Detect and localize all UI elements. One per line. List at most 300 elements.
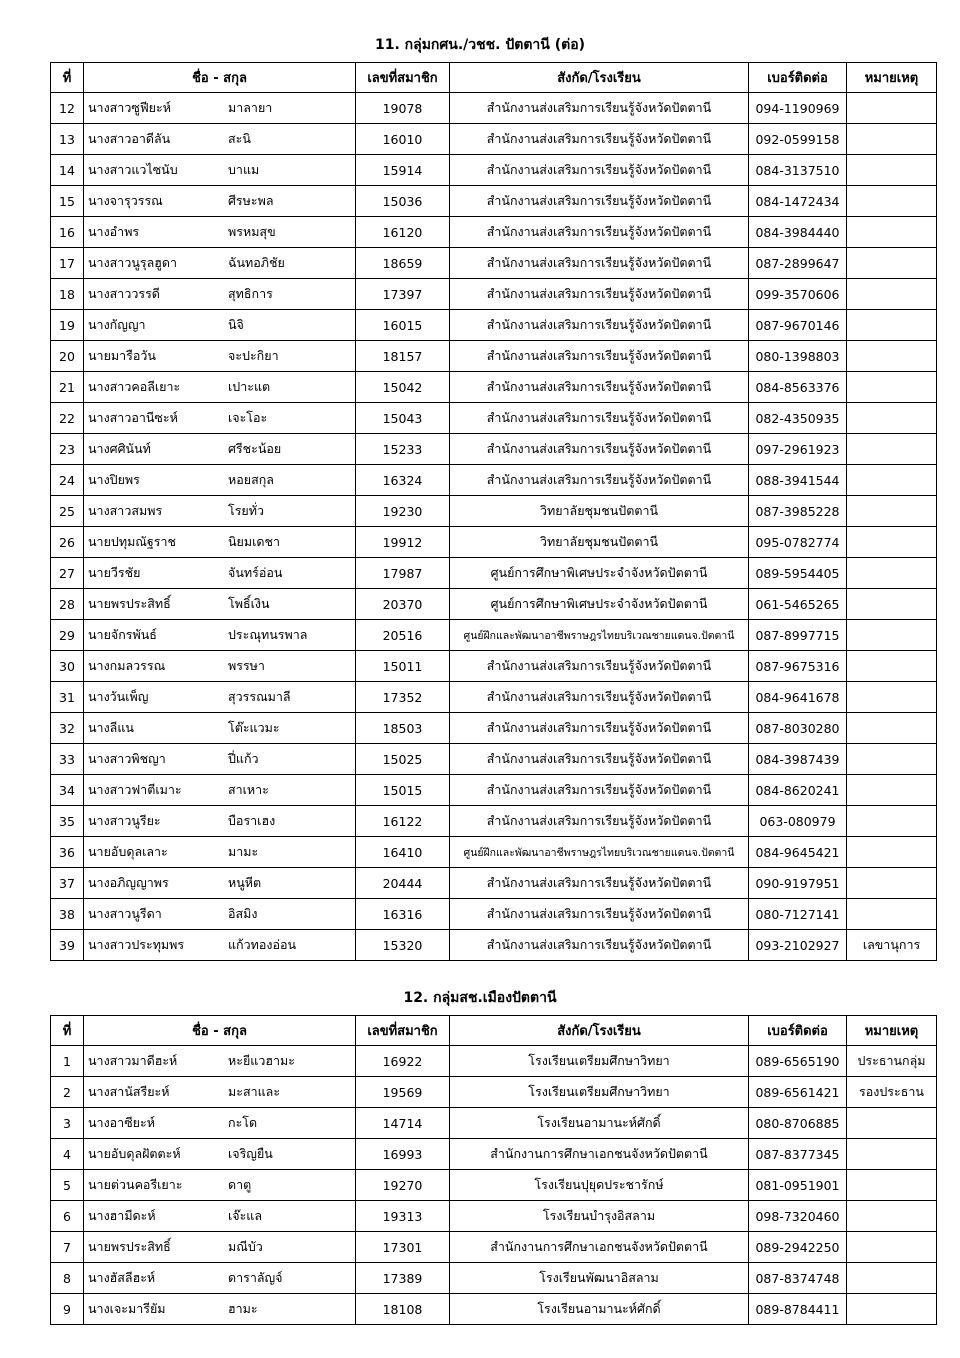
member-name (84, 434, 356, 465)
phone-number: 098-7320460 (749, 1201, 847, 1232)
affiliation: สำนักงานส่งเสริมการเรียนรู้จังหวัดปัตตานี (450, 682, 749, 713)
member-name (84, 806, 356, 837)
phone-number: 089-6561421 (749, 1077, 847, 1108)
row-number: 9 (51, 1294, 84, 1325)
header-name: ชื่อ - สกุล (84, 1016, 356, 1046)
table-row (51, 1201, 937, 1232)
last-name: สาเหาะ (228, 782, 269, 797)
last-name: สุทธิการ (228, 286, 273, 301)
last-name: เปาะแต (228, 379, 271, 394)
member-name (84, 930, 356, 961)
table-row (51, 899, 937, 930)
table-row (51, 713, 937, 744)
member-name (84, 279, 356, 310)
member-id: 16015 (356, 310, 450, 341)
affiliation: สำนักงานส่งเสริมการเรียนรู้จังหวัดปัตตานี (450, 899, 749, 930)
phone-number: 087-9670146 (749, 310, 847, 341)
member-id: 18659 (356, 248, 450, 279)
first-name: นางสาวนูรีดา (88, 906, 162, 921)
affiliation: สำนักงานส่งเสริมการเรียนรู้จังหวัดปัตตานี (450, 744, 749, 775)
last-name: หะยีแวฮามะ (228, 1053, 295, 1068)
first-name: นางจารุวรรณ (88, 193, 163, 208)
note (847, 651, 937, 682)
member-id: 16993 (356, 1139, 450, 1170)
row-number: 36 (51, 837, 84, 868)
note (847, 899, 937, 930)
first-name: นางกัญญา (88, 317, 146, 332)
first-name: นางเจะมารียัม (88, 1301, 166, 1316)
member-id: 16324 (356, 465, 450, 496)
last-name: ประณุทนรพาล (228, 627, 308, 642)
phone-number: 080-7127141 (749, 899, 847, 930)
phone-number: 089-6565190 (749, 1046, 847, 1077)
member-name (84, 868, 356, 899)
note: ประธานกลุ่ม (847, 1046, 937, 1077)
member-name (84, 713, 356, 744)
member-name (84, 1077, 356, 1108)
note (847, 310, 937, 341)
note (847, 806, 937, 837)
section-12-title: 12. กลุ่มสช.เมืองปัตตานี (403, 990, 557, 1006)
note (847, 217, 937, 248)
affiliation: วิทยาลัยชุมชนปัตตานี (450, 496, 749, 527)
table-header-row (51, 1016, 937, 1046)
member-id: 15011 (356, 651, 450, 682)
member-id: 20370 (356, 589, 450, 620)
table-row (51, 682, 937, 713)
member-id: 18503 (356, 713, 450, 744)
last-name: ดาตู (228, 1177, 252, 1192)
note (847, 1232, 937, 1263)
first-name: นางสาววรรดี (88, 286, 160, 301)
row-number: 22 (51, 403, 84, 434)
member-id: 17301 (356, 1232, 450, 1263)
note (847, 124, 937, 155)
member-name (84, 744, 356, 775)
member-name (84, 1139, 356, 1170)
note (847, 434, 937, 465)
affiliation: ศูนย์ฝึกและพัฒนาอาชีพราษฎรไทยบริเวณชายแดนจ.ปัตตานี (450, 837, 749, 868)
first-name: นางสาวฟาตีเมาะ (88, 782, 182, 797)
phone-number: 095-0782774 (749, 527, 847, 558)
member-name (84, 651, 356, 682)
member-id: 14714 (356, 1108, 450, 1139)
row-number: 17 (51, 248, 84, 279)
member-id: 17389 (356, 1263, 450, 1294)
member-name (84, 217, 356, 248)
member-name (84, 372, 356, 403)
affiliation: สำนักงานส่งเสริมการเรียนรู้จังหวัดปัตตานี (450, 372, 749, 403)
first-name: นายต่วนคอรีเยาะ (88, 1177, 183, 1192)
member-id: 15233 (356, 434, 450, 465)
last-name: สุวรรณมาลี (228, 689, 291, 704)
phone-number: 087-3985228 (749, 496, 847, 527)
last-name: เจะโอะ (228, 410, 268, 425)
phone-number: 087-8374748 (749, 1263, 847, 1294)
table-row (51, 1294, 937, 1325)
member-id: 16316 (356, 899, 450, 930)
phone-number: 087-8030280 (749, 713, 847, 744)
table-row (51, 496, 937, 527)
affiliation: สำนักงานส่งเสริมการเรียนรู้จังหวัดปัตตานี (450, 713, 749, 744)
affiliation: ศูนย์การศึกษาพิเศษประจำจังหวัดปัตตานี (450, 558, 749, 589)
last-name: บาแม (228, 162, 260, 177)
row-number: 2 (51, 1077, 84, 1108)
table-row (51, 930, 937, 961)
row-number: 26 (51, 527, 84, 558)
last-name: พรหมสุข (228, 224, 276, 239)
table-row (51, 403, 937, 434)
table-row (51, 372, 937, 403)
table-row (51, 558, 937, 589)
last-name: สะนิ (228, 131, 251, 146)
first-name: นางสานัสรียะห์ (88, 1084, 170, 1099)
table-row (51, 1232, 937, 1263)
first-name: นางวันเพ็ญ (88, 689, 149, 704)
note (847, 589, 937, 620)
row-number: 16 (51, 217, 84, 248)
first-name: นางสาวซูฟียะห์ (88, 100, 171, 115)
member-id: 16922 (356, 1046, 450, 1077)
table-row (51, 465, 937, 496)
note (847, 403, 937, 434)
table-row (51, 1046, 937, 1077)
last-name: จันทร์อ่อน (228, 565, 283, 580)
first-name: นางสาวนูรียะ (88, 813, 161, 828)
last-name: ดาราลัญจ์ (228, 1270, 283, 1285)
last-name: หอยสกุล (228, 472, 274, 487)
row-number: 30 (51, 651, 84, 682)
member-name (84, 620, 356, 651)
first-name: นางฮัสลีฮะห์ (88, 1270, 156, 1285)
member-id: 15914 (356, 155, 450, 186)
header-member-id: เลขที่สมาชิก (356, 1016, 450, 1046)
phone-number: 099-3570606 (749, 279, 847, 310)
affiliation: โรงเรียนบำรุงอิสลาม (450, 1201, 749, 1232)
affiliation: สำนักงานส่งเสริมการเรียนรู้จังหวัดปัตตานี (450, 217, 749, 248)
member-name (84, 527, 356, 558)
last-name: กะโด (228, 1115, 258, 1130)
first-name: นางลีแน (88, 720, 134, 735)
table-row (51, 434, 937, 465)
phone-number: 087-9675316 (749, 651, 847, 682)
last-name: โต๊ะแวมะ (228, 720, 280, 735)
table-row (51, 651, 937, 682)
first-name: นางกมลวรรณ (88, 658, 166, 673)
header-note: หมายเหตุ (847, 1016, 937, 1046)
member-id: 19912 (356, 527, 450, 558)
member-name (84, 837, 356, 868)
row-number: 24 (51, 465, 84, 496)
member-name (84, 496, 356, 527)
last-name: แก้วทองอ่อน (228, 937, 297, 952)
affiliation: โรงเรียนพัฒนาอิสลาม (450, 1263, 749, 1294)
last-name: ฉันทอภิชัย (228, 255, 285, 270)
member-id: 15036 (356, 186, 450, 217)
row-number: 38 (51, 899, 84, 930)
member-name (84, 1232, 356, 1263)
affiliation: สำนักงานส่งเสริมการเรียนรู้จังหวัดปัตตานี (450, 248, 749, 279)
affiliation: สำนักงานส่งเสริมการเรียนรู้จังหวัดปัตตานี (450, 155, 749, 186)
last-name: หนูหีต (228, 875, 262, 890)
row-number: 1 (51, 1046, 84, 1077)
note (847, 837, 937, 868)
note (847, 155, 937, 186)
note (847, 279, 937, 310)
table-row (51, 279, 937, 310)
member-name (84, 1263, 356, 1294)
row-number: 39 (51, 930, 84, 961)
first-name: นางปิยพร (88, 472, 140, 487)
note (847, 713, 937, 744)
first-name: นางอภิญญาพร (88, 875, 169, 890)
row-number: 14 (51, 155, 84, 186)
last-name: นิยมเดชา (228, 534, 281, 549)
phone-number: 084-9641678 (749, 682, 847, 713)
affiliation: สำนักงานส่งเสริมการเรียนรู้จังหวัดปัตตานี (450, 434, 749, 465)
phone-number: 089-8784411 (749, 1294, 847, 1325)
member-id: 20516 (356, 620, 450, 651)
first-name: นายพรประสิทธิ์ (88, 596, 171, 611)
first-name: นางสาวมาดีฮะห์ (88, 1053, 178, 1068)
phone-number: 084-1472434 (749, 186, 847, 217)
member-id: 15042 (356, 372, 450, 403)
affiliation: สำนักงานส่งเสริมการเรียนรู้จังหวัดปัตตานี (450, 341, 749, 372)
row-number: 20 (51, 341, 84, 372)
note (847, 620, 937, 651)
note (847, 558, 937, 589)
phone-number: 081-0951901 (749, 1170, 847, 1201)
member-id: 17352 (356, 682, 450, 713)
row-number: 13 (51, 124, 84, 155)
first-name: นางสาวสมพร (88, 503, 163, 518)
last-name: โพธิ์เงิน (228, 596, 270, 611)
row-number: 35 (51, 806, 84, 837)
member-name (84, 775, 356, 806)
phone-number: 061-5465265 (749, 589, 847, 620)
header-phone: เบอร์ติดต่อ (749, 63, 847, 93)
header-member-id: เลขที่สมาชิก (356, 63, 450, 93)
member-id: 18157 (356, 341, 450, 372)
phone-number: 093-2102927 (749, 930, 847, 961)
header-affiliation: สังกัด/โรงเรียน (450, 1016, 749, 1046)
last-name: มะสาและ (228, 1084, 281, 1099)
row-number: 29 (51, 620, 84, 651)
header-note: หมายเหตุ (847, 63, 937, 93)
table-row (51, 93, 937, 124)
member-name (84, 1046, 356, 1077)
phone-number: 084-3984440 (749, 217, 847, 248)
first-name: นายพรประสิทธิ์ (88, 1239, 171, 1254)
row-number: 4 (51, 1139, 84, 1170)
note (847, 744, 937, 775)
note: รองประธาน (847, 1077, 937, 1108)
last-name: มามะ (228, 844, 259, 859)
affiliation: สำนักงานส่งเสริมการเรียนรู้จังหวัดปัตตานี (450, 775, 749, 806)
member-id: 19270 (356, 1170, 450, 1201)
row-number: 31 (51, 682, 84, 713)
note (847, 1294, 937, 1325)
table-row (51, 1077, 937, 1108)
first-name: นางสาวแวไซนับ (88, 162, 178, 177)
member-id: 18108 (356, 1294, 450, 1325)
affiliation: สำนักงานส่งเสริมการเรียนรู้จังหวัดปัตตานี (450, 403, 749, 434)
member-name (84, 589, 356, 620)
first-name: นายมารือวัน (88, 348, 156, 363)
phone-number: 087-8377345 (749, 1139, 847, 1170)
member-id: 16120 (356, 217, 450, 248)
affiliation: โรงเรียนอามานะห์ศักดิ์ (450, 1108, 749, 1139)
table-row (51, 868, 937, 899)
member-name (84, 899, 356, 930)
table-row (51, 620, 937, 651)
note (847, 1170, 937, 1201)
note (847, 1263, 937, 1294)
member-name (84, 403, 356, 434)
member-name (84, 1294, 356, 1325)
member-name (84, 558, 356, 589)
member-name (84, 1170, 356, 1201)
table-row (51, 744, 937, 775)
row-number: 15 (51, 186, 84, 217)
first-name: นางสาวประทุมพร (88, 937, 185, 952)
affiliation: โรงเรียนเตรียมศึกษาวิทยา (450, 1046, 749, 1077)
affiliation: สำนักงานส่งเสริมการเรียนรู้จังหวัดปัตตานี (450, 868, 749, 899)
phone-number: 097-2961923 (749, 434, 847, 465)
member-name (84, 465, 356, 496)
last-name: มาลายา (228, 100, 273, 115)
phone-number: 082-4350935 (749, 403, 847, 434)
affiliation: สำนักงานการศึกษาเอกชนจังหวัดปัตตานี (450, 1232, 749, 1263)
member-id: 15025 (356, 744, 450, 775)
member-name (84, 682, 356, 713)
last-name: จะปะกิยา (228, 348, 279, 363)
table-row (51, 589, 937, 620)
last-name: เจ๊ะแล (228, 1208, 263, 1223)
first-name: นางสาวพิชญา (88, 751, 166, 766)
affiliation: สำนักงานส่งเสริมการเรียนรู้จังหวัดปัตตานี (450, 279, 749, 310)
phone-number: 084-8620241 (749, 775, 847, 806)
affiliation: สำนักงานการศึกษาเอกชนจังหวัดปัตตานี (450, 1139, 749, 1170)
member-id: 16122 (356, 806, 450, 837)
note (847, 868, 937, 899)
phone-number: 084-9645421 (749, 837, 847, 868)
affiliation: โรงเรียนอามานะห์ศักดิ์ (450, 1294, 749, 1325)
phone-number: 080-8706885 (749, 1108, 847, 1139)
member-id: 15043 (356, 403, 450, 434)
row-number: 3 (51, 1108, 84, 1139)
table-row (51, 1170, 937, 1201)
phone-number: 080-1398803 (749, 341, 847, 372)
section-11-title: 11. กลุ่มกศน./วชช. ปัตตานี (ต่อ) (374, 37, 586, 53)
member-id: 17987 (356, 558, 450, 589)
member-id: 19313 (356, 1201, 450, 1232)
note (847, 465, 937, 496)
header-affiliation: สังกัด/โรงเรียน (450, 63, 749, 93)
header-phone: เบอร์ติดต่อ (749, 1016, 847, 1046)
note (847, 682, 937, 713)
table-row (51, 124, 937, 155)
member-id: 16410 (356, 837, 450, 868)
phone-number: 084-3987439 (749, 744, 847, 775)
note (847, 1139, 937, 1170)
affiliation: สำนักงานส่งเสริมการเรียนรู้จังหวัดปัตตานี (450, 310, 749, 341)
last-name: นิจิ (228, 317, 244, 332)
phone-number: 087-8997715 (749, 620, 847, 651)
first-name: นางสาวนูรุลฮูดา (88, 255, 178, 270)
affiliation: สำนักงานส่งเสริมการเรียนรู้จังหวัดปัตตานี (450, 465, 749, 496)
last-name: ศีรษะพล (228, 193, 274, 208)
member-name (84, 1108, 356, 1139)
phone-number: 089-5954405 (749, 558, 847, 589)
table-row (51, 1139, 937, 1170)
member-id: 20444 (356, 868, 450, 899)
row-number: 8 (51, 1263, 84, 1294)
first-name: นางศศินันท์ (88, 441, 151, 456)
header-name: ชื่อ - สกุล (84, 63, 356, 93)
note (847, 372, 937, 403)
table-row (51, 806, 937, 837)
last-name: บือราเฮง (228, 813, 276, 828)
table-row (51, 837, 937, 868)
phone-number: 084-8563376 (749, 372, 847, 403)
first-name: นายอับดุลเลาะ (88, 844, 168, 859)
last-name: ปี่แก้ว (228, 751, 259, 766)
row-number: 21 (51, 372, 84, 403)
member-id: 15015 (356, 775, 450, 806)
table-row (51, 217, 937, 248)
note (847, 775, 937, 806)
note (847, 186, 937, 217)
row-number: 5 (51, 1170, 84, 1201)
member-id: 16010 (356, 124, 450, 155)
last-name: อิสมิง (228, 906, 258, 921)
table-row (51, 186, 937, 217)
table-row (51, 1108, 937, 1139)
row-number: 18 (51, 279, 84, 310)
affiliation: สำนักงานส่งเสริมการเรียนรู้จังหวัดปัตตานี (450, 806, 749, 837)
note (847, 341, 937, 372)
phone-number: 089-2942250 (749, 1232, 847, 1263)
table-row (51, 1263, 937, 1294)
member-id: 15320 (356, 930, 450, 961)
affiliation: โรงเรียนเตรียมศึกษาวิทยา (450, 1077, 749, 1108)
table-header-row (51, 63, 937, 93)
row-number: 33 (51, 744, 84, 775)
affiliation: โรงเรียนปุยุดประชารักษ์ (450, 1170, 749, 1201)
member-name (84, 1201, 356, 1232)
last-name: ฮามะ (228, 1301, 258, 1316)
row-number: 34 (51, 775, 84, 806)
member-name (84, 310, 356, 341)
member-id: 19569 (356, 1077, 450, 1108)
row-number: 7 (51, 1232, 84, 1263)
table-row (51, 155, 937, 186)
members-table-section-12 (50, 1015, 937, 1325)
affiliation: สำนักงานส่งเสริมการเรียนรู้จังหวัดปัตตานี (450, 186, 749, 217)
member-name (84, 124, 356, 155)
last-name: พรรษา (228, 658, 265, 673)
row-number: 28 (51, 589, 84, 620)
first-name: นายปทุมณัฐราช (88, 534, 177, 549)
member-id: 17397 (356, 279, 450, 310)
last-name: โรยทั่ว (228, 503, 265, 518)
phone-number: 094-1190969 (749, 93, 847, 124)
last-name: เจริญยืน (228, 1146, 273, 1161)
table-row (51, 341, 937, 372)
last-name: มณีบัว (228, 1239, 263, 1254)
table-row (51, 775, 937, 806)
